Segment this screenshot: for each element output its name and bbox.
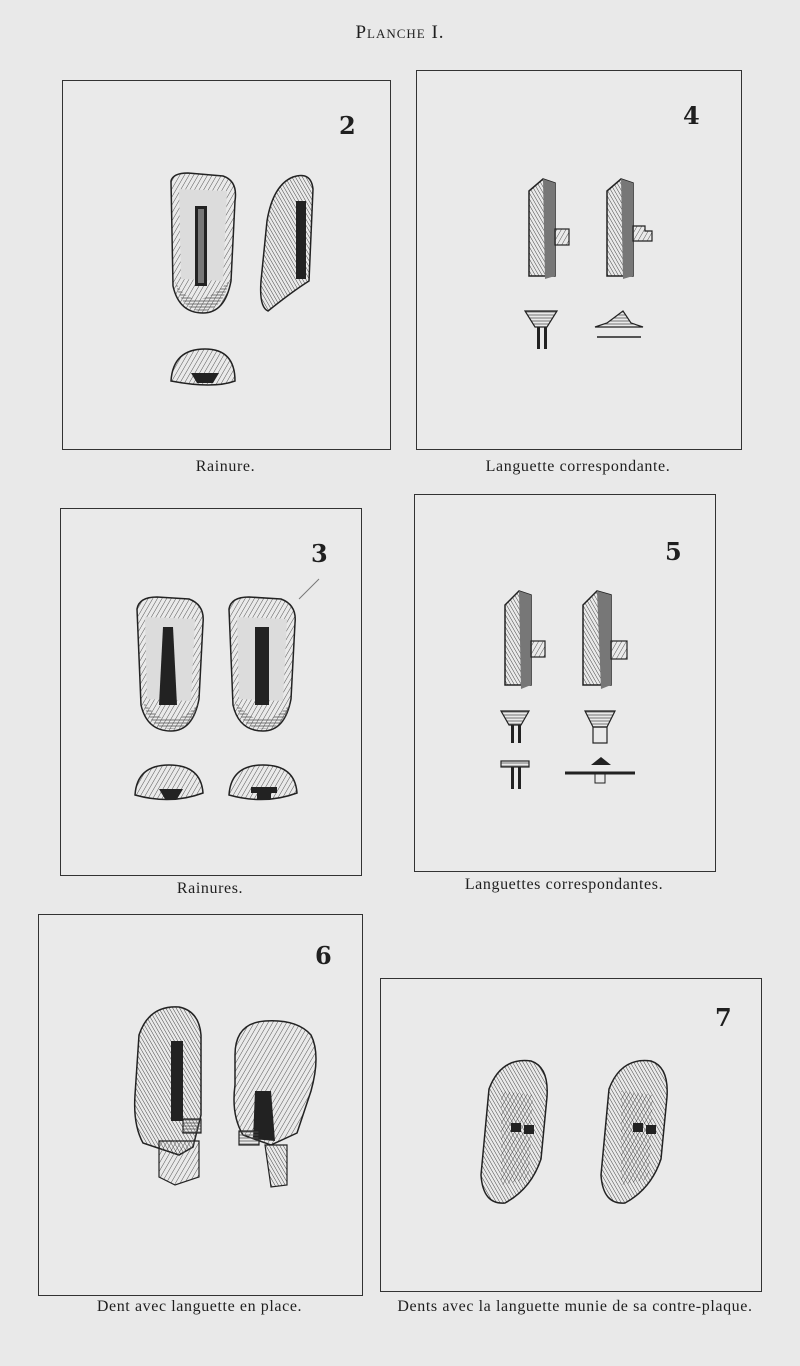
plate-title: Planche I. <box>355 22 445 43</box>
figure-4-caption: Languette correspondante. <box>485 458 671 475</box>
figure-6-number: 6 <box>315 941 332 970</box>
figure-2-number: 2 <box>339 111 356 140</box>
figure-3-caption: Rainures. <box>176 880 244 897</box>
figure-5-panel <box>414 494 716 872</box>
figure-7-caption: Dents avec la languette munie de sa contre-plaque. <box>397 1298 753 1315</box>
figure-6-caption: Dent avec languette en place. <box>96 1298 303 1315</box>
figure-7-illustration <box>381 979 761 1291</box>
figure-7-number: 7 <box>715 1003 732 1032</box>
figure-2-panel <box>62 80 391 450</box>
figure-5-caption: Languettes correspondantes. <box>464 876 664 893</box>
figure-6-illustration <box>39 915 362 1295</box>
figure-3-panel <box>60 508 362 876</box>
figure-7-panel <box>380 978 762 1292</box>
figure-2-caption: Rainure. <box>195 458 256 475</box>
figure-3-number: 3 <box>311 539 328 568</box>
figure-6-panel <box>38 914 363 1296</box>
figure-5-number: 5 <box>665 537 682 566</box>
figure-4-number: 4 <box>683 101 700 130</box>
figure-4-panel <box>416 70 742 450</box>
